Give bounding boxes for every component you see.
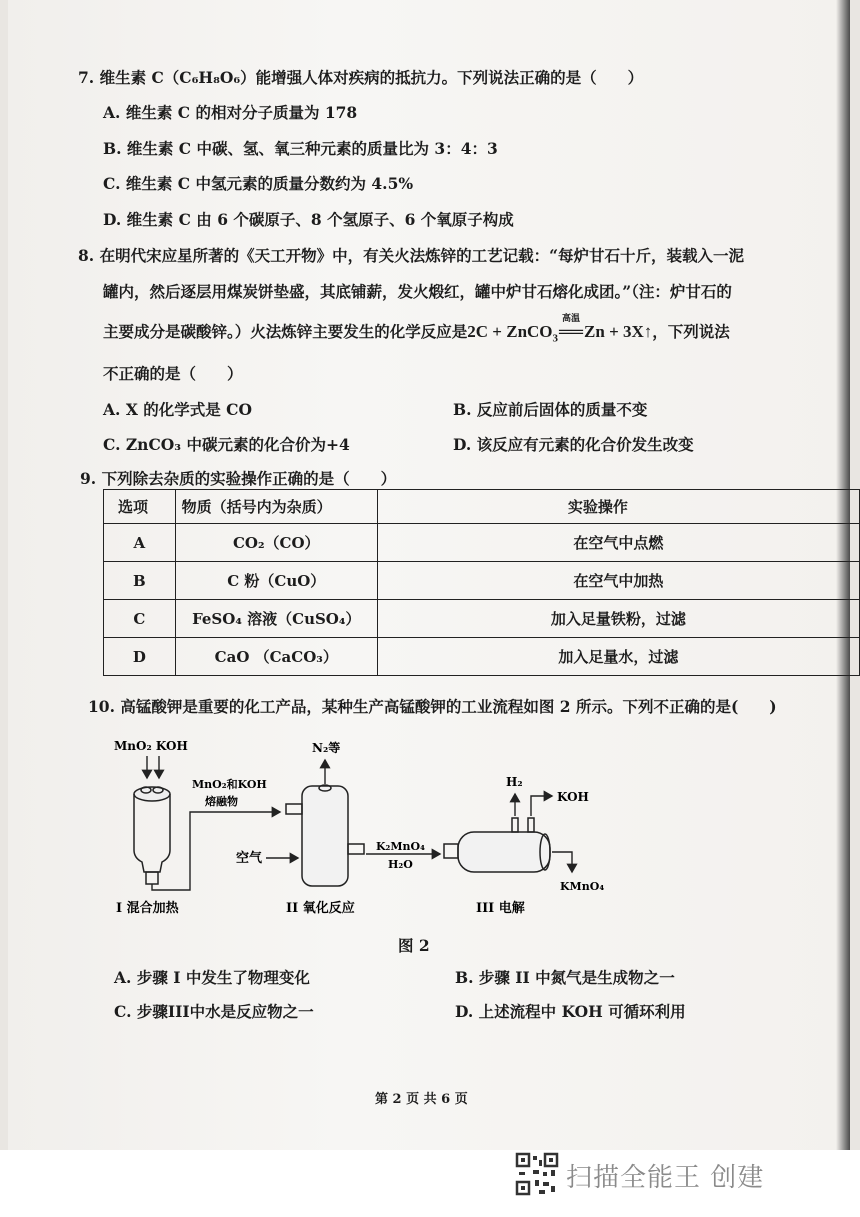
table-cell: 加入足量铁粉，过滤 (377, 600, 859, 638)
q7-option-d: D. 维生素 C 由 6 个碳原子、8 个氢原子、6 个氧原子构成 (103, 210, 514, 229)
electrolysis-cell (444, 818, 550, 872)
k2mno4-label: K₂MnO₄ (376, 840, 425, 853)
oxidation-reactor (286, 785, 364, 886)
table-cell: FeSO₄ 溶液（CuSO₄） (175, 600, 377, 638)
q8-line-3 (103, 313, 730, 348)
kmno4-arrow (552, 852, 572, 872)
melt-label-2: 熔融物 (205, 795, 238, 808)
table-cell: C (104, 600, 176, 638)
page-number: 第 2 页 共 6 页 (375, 1092, 468, 1107)
table-header-row (104, 490, 860, 524)
q10-option-b: B. 步骤 II 中氮气是生成物之一 (455, 968, 675, 987)
q9-table (103, 489, 860, 676)
table-header-cell: 实验操作 (377, 490, 859, 524)
table-cell: B (104, 562, 176, 600)
melt-label-1: MnO₂和KOH (192, 778, 267, 791)
q8-option-b: B. 反应前后固体的质量不变 (453, 400, 648, 419)
koh-label: KOH (557, 790, 589, 804)
equation (467, 313, 653, 345)
kmno4-label: KMnO₄ (560, 880, 605, 893)
equation-right: Zn + 3X↑ (584, 322, 653, 341)
n2-label: N₂等 (312, 741, 341, 755)
q7-option-a: A. 维生素 C 的相对分子质量为 178 (103, 103, 358, 122)
table-cell: A (104, 524, 176, 562)
table-row (104, 562, 860, 600)
table-header-cell: 选项 (104, 490, 176, 524)
figure-caption: 图 2 (398, 936, 430, 955)
step-2-label: II 氧化反应 (286, 901, 355, 916)
table-row (104, 524, 860, 562)
q7-option-c: C. 维生素 C 中氢元素的质量分数约为 4.5% (103, 174, 414, 193)
scanner-watermark: 扫描全能王 创建 (566, 1163, 765, 1193)
q9-stem: 9. 下列除去杂质的实验操作正确的是（ ） (80, 469, 397, 488)
q8-line-4: 不正确的是（ ） (103, 364, 243, 383)
table-cell: CaO （CaCO₃） (175, 638, 377, 676)
mixer-vessel (134, 787, 170, 884)
table-row (104, 638, 860, 676)
table-cell: D (104, 638, 176, 676)
q10-stem: 10. 高锰酸钾是重要的化工产品，某种生产高锰酸钾的工业流程如图 2 所示。下列不正确的是( ) (88, 697, 777, 716)
q10-option-d: D. 上述流程中 KOH 可循环利用 (455, 1002, 686, 1021)
q8-option-c: C. ZnCO₃ 中碳元素的化合价为+4 (103, 435, 350, 454)
table-row (104, 600, 860, 638)
step-3-label: III 电解 (476, 901, 525, 916)
table-cell: C 粉（CuO） (175, 562, 377, 600)
step-1-label: I 混合加热 (116, 901, 179, 916)
equation-condition: 高温 ══ (558, 322, 584, 342)
table-cell: 加入足量水，过滤 (377, 638, 859, 676)
equation-sub: 3 (552, 332, 559, 345)
q8-line-3-text: 主要成分是碳酸锌。）火法炼锌主要发生的化学反应是 (103, 322, 468, 341)
equation-condition-text: 高温 (562, 313, 581, 323)
q8-option-d: D. 该反应有元素的化合价发生改变 (453, 435, 694, 454)
q8-line-1: 8. 在明代宋应星所著的《天工开物》中，有关火法炼锌的工艺记载：“每炉甘石十斤，装载入一泥 (78, 246, 744, 265)
flow-diagram (100, 732, 640, 922)
table-cell: CO₂（CO） (175, 524, 377, 562)
q10-option-a: A. 步骤 I 中发生了物理变化 (114, 968, 310, 987)
qr-code-icon (515, 1152, 559, 1196)
table-cell: 在空气中点燃 (377, 524, 859, 562)
input-label: MnO₂ KOH (114, 739, 188, 753)
equation-left: 2C + ZnCO (467, 322, 553, 341)
q8-line-3-tail: ，下列说法 (652, 322, 730, 341)
table-cell: 在空气中加热 (377, 562, 859, 600)
koh-arrow (531, 796, 552, 816)
air-label: 空气 (236, 851, 263, 866)
h2-label: H₂ (506, 775, 523, 789)
q10-option-c: C. 步骤III中水是反应物之一 (114, 1002, 314, 1021)
table-header-cell: 物质（括号内为杂质） (175, 490, 377, 524)
q7-stem: 7. 维生素 C（C₆H₈O₆）能增强人体对疾病的抵抗力。下列说法正确的是（ ） (78, 68, 644, 87)
h2o-label: H₂O (388, 858, 413, 871)
q8-option-a: A. X 的化学式是 CO (103, 400, 252, 419)
q8-line-2: 罐内，然后逐层用煤炭饼垫盛，其底铺薪，发火煅红，罐中炉甘石熔化成团。”（注：炉甘石的 (103, 282, 732, 301)
q7-option-b: B. 维生素 C 中碳、氢、氧三种元素的质量比为 3：4：3 (103, 139, 498, 158)
